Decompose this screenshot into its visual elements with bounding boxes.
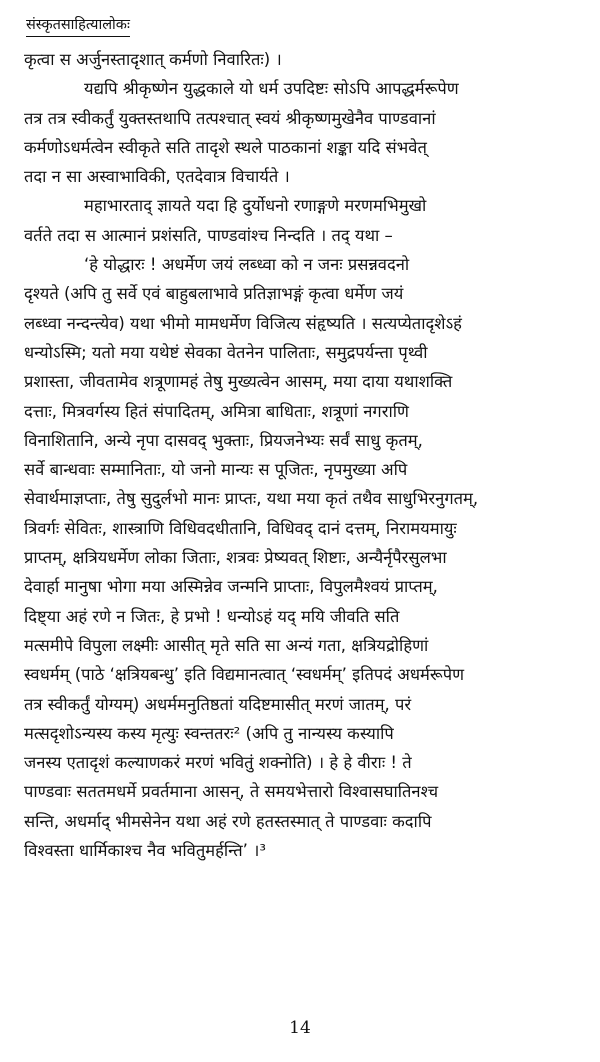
text-line: सर्वे बान्धवाः सम्मानिताः, यो जनो मान्यः स पूजितः, नृपमुख्या अपि	[24, 460, 408, 480]
text-line: तदा न सा अस्वाभाविकी, एतदेवात्र विचार्यते ।	[24, 167, 290, 187]
text-line: जनस्य एतादृशं कल्याणकरं मरणं भवितुं शक्नोति) । हे हे वीराः ! ते	[24, 753, 412, 773]
text-line: विनाशितानि, अन्ये नृपा दासवद् भुक्ताः, प्रियजनेभ्यः सर्वं साधु कृतम्,	[24, 430, 423, 450]
text-line: सेवार्थमाज्ञप्ताः, तेषु सुदुर्लभो मानः प्राप्तः, यथा मया कृतं तथैव साधुभिरनुगतम्,	[24, 489, 479, 509]
text-line: दत्ताः, मित्रवर्गस्य हितं संपादितम्, अमित्रा बाधिताः, शत्रूणां नगराणि	[24, 401, 409, 421]
text-line: सन्ति, अधर्माद् भीमसेनेन यथा अहं रणे हतस्तस्मात् ते पाण्डवाः कदापि	[24, 811, 432, 831]
text-line: महाभारताद् ज्ञायते यदा हि दुर्योधनो रणाङ्गणे मरणमभिमुखो	[84, 196, 427, 216]
text-line: तत्र स्वीकर्तुं योग्यम्) अधर्ममनुतिष्ठतां यदिष्टमासीत् मरणं जातम्, परं	[24, 694, 412, 714]
text-line: लब्ध्वा नन्दन्त्येव) यथा भीमो मामधर्मेण विजित्य संहृष्यति । सत्यप्येतादृशेऽहं	[24, 313, 462, 333]
text-line: तत्र तत्र स्वीकर्तुं युक्तस्तथापि तत्पश्चात् स्वयं श्रीकृष्णमुखेनैव पाण्डवानां	[24, 108, 436, 128]
text-line: मत्समीपे विपुला लक्ष्मीः आसीत् मृते सति सा अन्यं गता, क्षत्रियद्रोहिणां	[24, 635, 429, 655]
text-line: प्रशास्ता, जीवतामेव शत्रूणामहं तेषु मुख्यत्वेन आसम्, मया दाया यथाशक्ति	[24, 372, 453, 392]
text-line: देवार्हा मानुषा भोगा मया अस्मिन्नेव जन्मनि प्राप्ताः, विपुलमैश्वयं प्राप्तम्,	[24, 577, 438, 597]
text-line: धन्योऽस्मि; यतो मया यथेष्टं सेवका वेतनेन पालिताः, समुद्रपर्यन्ता पृथ्वी	[24, 342, 428, 362]
text-line: स्वधर्मम् (पाठे ‘क्षत्रियबन्धु’ इति विद्यमानत्वात् ‘स्वधर्मम्’ इतिपदं अधर्मरूपेण	[24, 665, 465, 685]
text-line: त्रिवर्गः सेवितः, शास्त्राणि विधिवदधीतानि, विधिवद् दानं दत्तम्, निरामयमायुः	[24, 518, 457, 538]
text-line: यद्यपि श्रीकृष्णेन युद्धकाले यो धर्म उपदिष्टः सोऽपि आपद्धर्मरूपेण	[84, 79, 459, 99]
text-line: पाण्डवाः सततमधर्मे प्रवर्तमाना आसन्, ते समयभेत्तारो विश्वासघातिनश्च	[24, 782, 439, 802]
text-line: दिष्ट्या अहं रणे न जितः, हे प्रभो ! धन्योऽहं यद् मयि जीवति सति	[24, 606, 400, 626]
text-line: कर्मणोऽधर्मत्वेन स्वीकृते सति तादृशे स्थले पाठकानां शङ्का यदि संभवेत्	[24, 137, 427, 157]
text-line: दृश्यते (अपि तु सर्वे एवं बाहुबलाभावे प्रतिज्ञाभङ्गं कृत्वा धर्मेण जयं	[24, 284, 404, 304]
text-line: मत्सदृशोऽन्यस्य कस्य मृत्युः स्वन्ततरः² (अपि तु नान्यस्य कस्यापि	[24, 723, 394, 743]
text-line: वर्तते तदा स आत्मानं प्रशंसति, पाण्डवांश्च निन्दति । तद् यथा –	[24, 225, 393, 245]
text-line: कृत्वा स अर्जुनस्तादृशात् कर्मणो निवारितः) ।	[24, 50, 282, 69]
body-text	[24, 45, 578, 865]
text-line: ‘हे योद्धारः ! अधर्मेण जयं लब्ध्वा को न जनः प्रसन्नवदनो	[84, 255, 410, 275]
page-number: 14	[289, 1018, 311, 1038]
running-header: संस्कृतसाहित्यालोकः	[26, 15, 130, 37]
text-line: विश्वस्ता धार्मिकाश्च नैव भवितुमर्हन्ति’ ।³	[24, 841, 266, 861]
text-line: प्राप्तम्, क्षत्रियधर्मेण लोका जिताः, शत्रवः प्रेष्यवत् शिष्टाः, अन्यैर्नृपैरसुलभा	[24, 548, 447, 568]
